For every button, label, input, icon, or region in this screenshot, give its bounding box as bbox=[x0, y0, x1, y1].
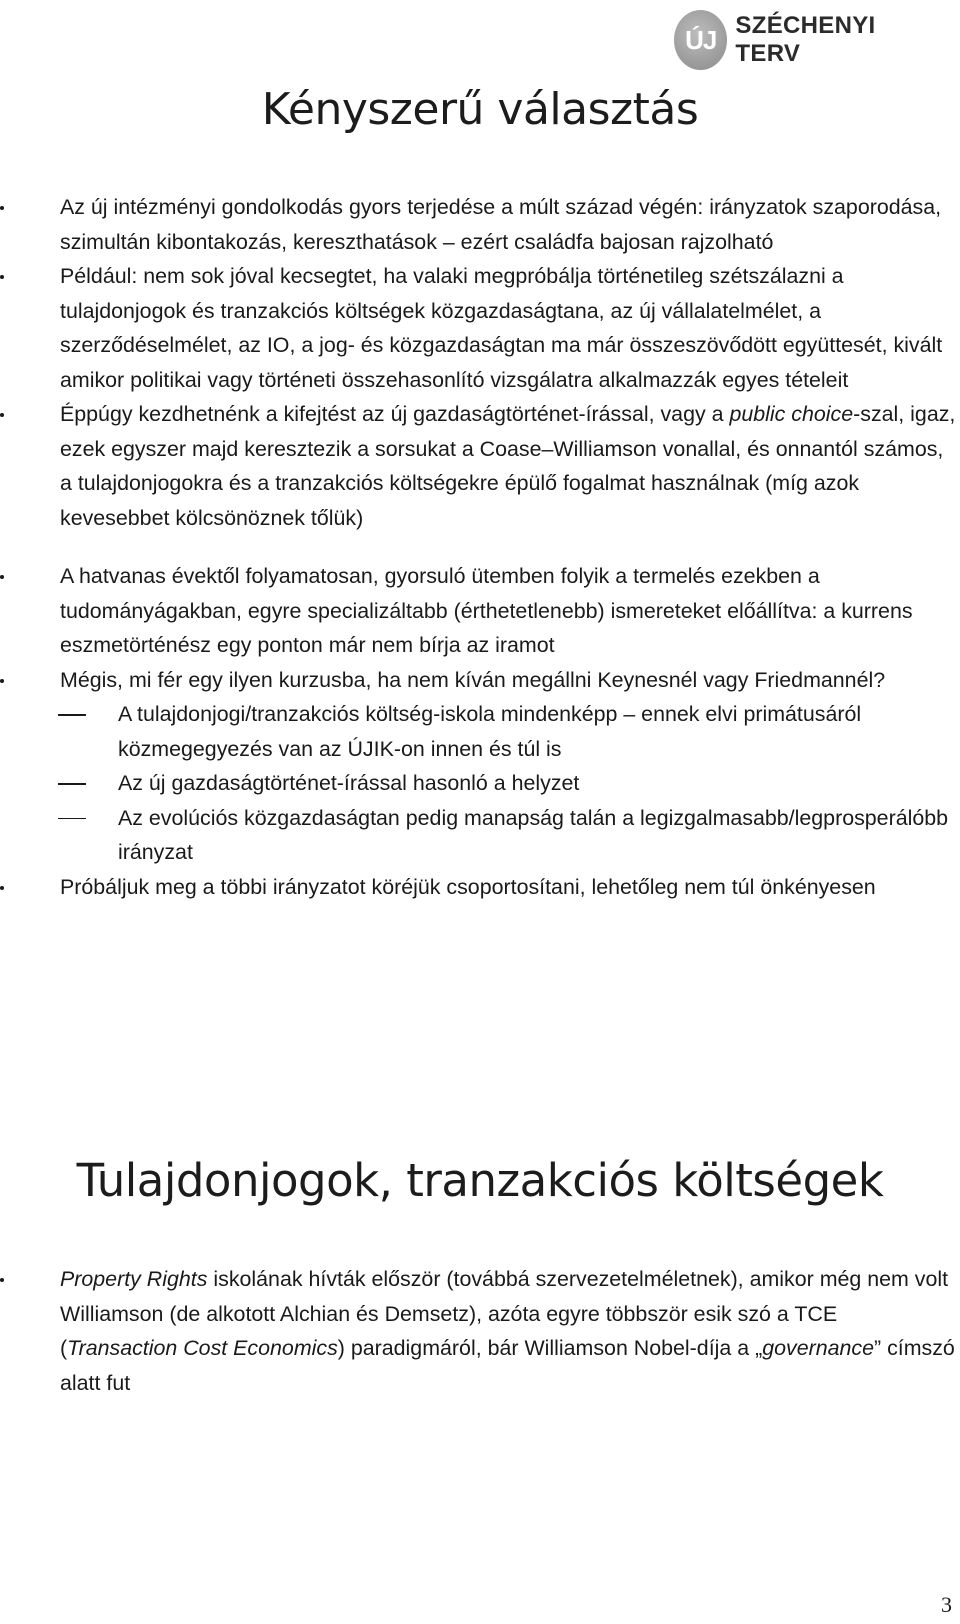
list-item bbox=[0, 870, 960, 905]
item-text: -szal, igaz, ezek egyszer majd keresztezik a sorsukat a Coase–Williamson vonallal, és onnantól számos, a tulajdonjogokra és a tranzakciós költségekre épülő fogalmat használnak (míg azok kevesebbet kölcsönöznek tőlük) bbox=[60, 402, 956, 530]
item-text: A hatvanas évektől folyamatosan, gyorsuló ütemben folyik a termelés ezekben a tudományágakban, egyre specializáltabb (érthetetlenebb) ismereteket előállítva: a kurrens eszmetörténész egy ponton már nem bírja az iramot bbox=[60, 564, 913, 657]
item-text: A tulajdonjogi/tranzakciós költség-iskola mindenképp – ennek elvi primátusáról közmegegyezés van az ÚJIK-on innen és túl is bbox=[118, 702, 862, 761]
list-item bbox=[0, 259, 960, 397]
item-text: Az új intézményi gondolkodás gyors terjedése a múlt század végén: irányzatok szaporodása, szimultán kibontakozás, kereszthatások – ezért családfa bajosan rajzolható bbox=[60, 195, 942, 254]
item-text: Éppúgy kezdhetnénk a kifejtést az új gazdaságtörténet-írással, vagy a bbox=[60, 402, 730, 426]
item-text: Például: nem sok jóval kecsegtet, ha valaki megpróbálja történetileg szétszálazni a tulajdonjogok és tranzakciós költségek közgazdaságtana, az új vállalatelmélet, a szerződéselmélet, az IO, a jog- és közgazdaságtan ma már összeszövődött együttesét, kivált amikor politikai vagy történeti összehasonlító vizsgálatra alkalmazzák egyes tételeit bbox=[60, 264, 943, 392]
list-gap bbox=[0, 535, 960, 559]
italic-text: governance bbox=[762, 1336, 874, 1360]
item-text: Az új gazdaságtörténet-írással hasonló a helyzet bbox=[118, 771, 580, 795]
list-item bbox=[0, 190, 960, 259]
logo-mark: ÚJ bbox=[674, 10, 727, 70]
item-text: Az evolúciós közgazdaságtan pedig manapság talán a legizgalmasabb/legprosperálóbb irányzat bbox=[118, 805, 949, 864]
item-text: iskolának hívták először (továbbá szervezetelméletnek), amikor még nem volt Williamson (de alkotott Alchian és Demsetz), azóta egyre többször esik szó a TCE ( bbox=[60, 1267, 949, 1360]
sub-list-item bbox=[0, 697, 960, 766]
section1-title: Kényszerű választás bbox=[261, 84, 699, 135]
italic-text: public choice bbox=[729, 402, 854, 426]
list-item bbox=[0, 1262, 960, 1400]
section2-title: Tulajdonjogok, tranzakciós költségek bbox=[76, 1154, 884, 1207]
section2-list bbox=[0, 1262, 960, 1400]
item-text: Mégis, mi fér egy ilyen kurzusba, ha nem kíván megállni Keynesnél vagy Friedmannél? bbox=[60, 667, 886, 692]
szechenyi-terv-logo bbox=[674, 4, 924, 76]
item-text: Próbáljuk meg a többi irányzatot köréjük csoportosítani, lehetőleg nem túl önkényesen bbox=[60, 874, 876, 899]
page-number: 3 bbox=[941, 1592, 952, 1617]
italic-text: Property Rights bbox=[60, 1267, 208, 1291]
italic-text: Transaction Cost Economics bbox=[67, 1336, 338, 1360]
item-text: ) paradigmáról, bár Williamson Nobel-díja a „ bbox=[337, 1336, 763, 1360]
sub-list-item bbox=[0, 766, 960, 801]
logo-text: SZÉCHENYI TERV bbox=[735, 12, 876, 67]
list-item bbox=[0, 397, 960, 535]
section1-list bbox=[0, 190, 960, 904]
sub-list-item bbox=[0, 801, 960, 870]
list-item bbox=[0, 559, 960, 663]
item-text: ” címszó alatt fut bbox=[60, 1336, 955, 1395]
list-item bbox=[0, 663, 960, 698]
